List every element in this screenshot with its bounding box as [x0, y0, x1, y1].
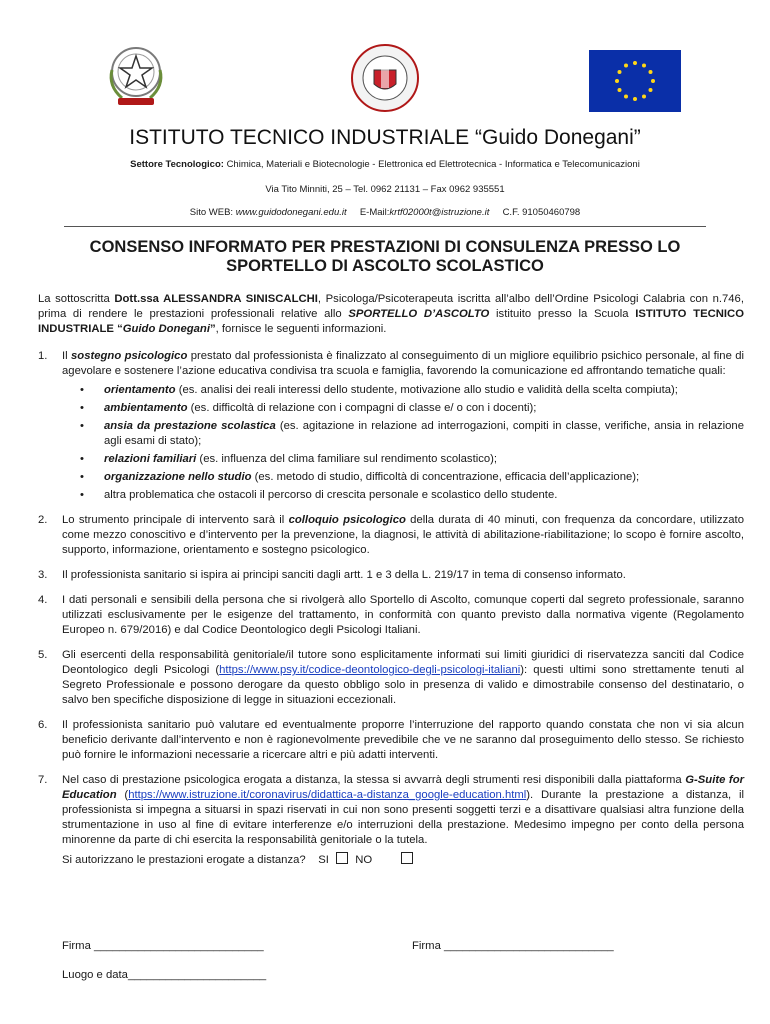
list-item-7: [38, 773, 744, 868]
no-checkbox[interactable]: [401, 852, 413, 864]
signature-field-2[interactable]: Firma ___________________________: [412, 940, 614, 952]
school-name: ISTITUTO TECNICO INDUSTRIALE “: [38, 308, 744, 335]
place-date-field[interactable]: Luogo e data______________________: [62, 969, 267, 981]
item-text: della durata di 40 minuti, con frequenza da concordare, utilizzato come mezzo conoscitivo e d’intervento per la prevenzione, la diagnosi, le attività di abilitazione-riabilitazione; lo scopo è fornire ascolto, supporto, informazione, orientamento e sostegno psicologico.: [62, 514, 744, 556]
item-emphasis: colloquio psicologico: [288, 514, 406, 526]
topic-item: [80, 470, 744, 485]
header-logos: [0, 40, 770, 120]
bullet-icon: •: [80, 402, 84, 414]
school-name-italic: Guido Donegani: [122, 323, 210, 335]
authorization-question: Si autorizzano le prestazioni erogate a distanza?: [62, 854, 306, 866]
list-item-6: [38, 718, 744, 763]
bullet-icon: •: [80, 384, 84, 396]
item-text: Il professionista sanitario si ispira ai principi sanciti dagli artt. 1 e 3 della L. 219/17 in tema di consenso informato.: [62, 569, 626, 581]
item-number: 3.: [38, 569, 48, 581]
topic-emphasis: relazioni familiari: [104, 453, 197, 465]
topic-item: [80, 383, 744, 398]
fiscal-code: C.F. 91050460798: [502, 207, 581, 218]
topic-emphasis: organizzazione nello studio: [104, 471, 252, 483]
item-text: Il: [62, 350, 72, 362]
topic-item: [80, 401, 744, 416]
school-seal-icon: [350, 40, 420, 116]
item-number: 4.: [38, 594, 48, 606]
list-item-1: [38, 349, 744, 503]
intro-paragraph: [38, 292, 744, 337]
item-number: 7.: [38, 774, 48, 786]
topic-emphasis: ambientamento: [104, 402, 188, 414]
topics-list: [62, 383, 744, 503]
item-text: Il professionista sanitario può valutare ed eventualmente proporre l’interruzione del rapporto quando constata che non vi sia alcun beneficio derivante dall’intervento e non è ragionevolmente prevedibile che ve ne saranno dal proseguimento dello stesso. Se richiesto può fornire le informazioni necessarie a ricercare altri e più adatti interventi.: [62, 719, 744, 761]
item-text: (: [116, 789, 129, 801]
eu-flag-icon: [589, 50, 681, 112]
signature-field-1[interactable]: Firma ___________________________: [62, 940, 264, 952]
yes-checkbox[interactable]: [336, 852, 348, 864]
item-number: 5.: [38, 649, 48, 661]
doctor-name: Dott.ssa ALESSANDRA SINISCALCHI: [114, 293, 318, 305]
list-item-4: [38, 593, 744, 638]
item-number: 6.: [38, 719, 48, 731]
topic-item: [80, 452, 744, 467]
item-emphasis: sostegno psicologico: [71, 350, 188, 362]
list-item-2: [38, 513, 744, 558]
address-line: Via Tito Minniti, 25 – Tel. 0962 21131 – Fax 0962 935551: [265, 184, 505, 195]
intro-text: , Psicologa/Psicoterapeuta iscritta all’albo dell’Ordine Psicologi Calabria con n.746, prima di rendere le prestazioni professionali relative allo: [38, 293, 744, 320]
topic-text: (es. influenza del clima familiare sul rendimento scolastico);: [196, 453, 498, 465]
item-emphasis: G-Suite for Education: [62, 774, 744, 801]
item-number: 1.: [38, 350, 48, 362]
item-text: Lo strumento principale di intervento sarà il: [62, 514, 289, 526]
web-label: Sito WEB:: [189, 207, 234, 218]
service-name: SPORTELLO D’ASCOLTO: [348, 308, 490, 320]
document-body: [38, 292, 744, 878]
yes-label: SI: [318, 854, 329, 866]
topic-text: (es. difficoltà di relazione con i compagni di classe e/ o con i docenti);: [187, 402, 537, 414]
list-item-5: [38, 648, 744, 708]
item-text: I dati personali e sensibili della persona che si rivolgerà allo Sportello di Ascolto, comunque coperti dal segreto professionale, saranno utilizzati esclusivamente per le esigenze del trattamento, in conformità con quanto previsto dalla normativa vigente (Regolamento Europeo n. 679/2016) e dal Codice Deontologico degli Psicologi Italiani.: [62, 594, 744, 636]
header-divider: [64, 226, 706, 227]
institute-name: ISTITUTO TECNICO INDUSTRIALE “Guido Donegani”: [129, 126, 641, 149]
topic-text: (es. agitazione in relazione ad interrogazioni, compiti in classe, verifiche, ansia in relazione agli esami di stato);: [104, 420, 744, 447]
item-text: ): questi ultimi sono strettamente tenuti al Segreto Professionale e possono derogare da questo obbligo solo in presenza di valido e dimostrabile consenso del destinatario, o salvo ben specifiche disposizione di legge in situazioni eccezionali.: [62, 664, 745, 706]
intro-text: istituito presso la Scuola: [489, 308, 636, 320]
topic-emphasis: orientamento: [104, 384, 176, 396]
item-text: prestato dal professionista è finalizzato al conseguimento di un migliore equilibrio psichico personale, al fine di agevolare e sostenere l’azione educativa condivisa tra scuola e famiglia, favorendo la comunicazione ed affrontando tematiche quali:: [62, 350, 745, 377]
psy-code-link[interactable]: https://www.psy.it/codice-deontologico-degli-psicologi-italiani: [219, 664, 521, 676]
list-item-3: [38, 568, 744, 583]
web-link[interactable]: www.guidodonegani.edu.it: [235, 207, 347, 218]
italian-republic-emblem-icon: [104, 40, 168, 112]
item-text: ). Durante la prestazione a distanza, il professionista si impegna a situarsi in spazi riservati in cui non sono presenti soggetti terzi e a disattivare qualsiasi altra funzione della strumentazione in uso al fine di evitare interferenze e/o interruzioni della prestazione. Medesimo impegno per conto della persona minorenne da parte di chi esercita la responsabilità genitoriale o la tutela.: [62, 789, 744, 846]
item-text: Gli esercenti della responsabilità genitoriale/il tutore sono esplicitamente informati sui limiti giuridici di riservatezza sanciti dal Codice Deontologico degli Psicologi (: [62, 649, 744, 676]
topic-item: [80, 419, 744, 449]
remote-authorization: [62, 852, 744, 868]
document-title: [40, 238, 730, 276]
topic-text: (es. analisi dei reali interessi dello studente, motivazione allo studio e validità della scelta compiuta);: [175, 384, 678, 396]
title-line-2: SPORTELLO DI ASCOLTO SCOLASTICO: [226, 257, 544, 275]
sector-text: Chimica, Materiali e Biotecnologie - Elettronica ed Elettrotecnica - Informatica e Telecomunicazioni: [226, 159, 640, 170]
contacts-line: [0, 207, 770, 218]
bullet-icon: •: [80, 453, 84, 465]
school-name-end: ”: [209, 323, 216, 335]
email-link[interactable]: krtf02000t@istruzione.it: [389, 207, 490, 218]
sector-label: Settore Tecnologico:: [130, 159, 224, 170]
intro-text: , fornisce le seguenti informazioni.: [215, 323, 387, 335]
title-line-1: CONSENSO INFORMATO PER PRESTAZIONI DI CONSULENZA PRESSO LO: [89, 238, 681, 256]
item-number: 2.: [38, 514, 48, 526]
intro-text: La sottoscritta: [38, 293, 115, 305]
topic-item: [80, 488, 744, 503]
gsuite-link[interactable]: https://www.istruzione.it/coronavirus/didattica-a-distanza_google-education.html: [128, 789, 527, 801]
item-text: Nel caso di prestazione psicologica erogata a distanza, la stessa si avvarrà degli strumenti resi disponibili dalla piattaforma: [62, 774, 686, 786]
no-label: NO: [355, 854, 373, 866]
sector-line: [0, 159, 770, 170]
topic-text: altra problematica che ostacoli il percorso di crescita personale e scolastico dello studente.: [104, 489, 558, 501]
bullet-icon: •: [80, 420, 84, 432]
topic-text: (es. metodo di studio, difficoltà di concentrazione, efficacia dell’applicazione);: [251, 471, 640, 483]
bullet-icon: •: [80, 489, 84, 501]
bullet-icon: •: [80, 471, 84, 483]
topic-emphasis: ansia da prestazione scolastica: [104, 420, 276, 432]
email-label: E-Mail:: [359, 207, 390, 218]
